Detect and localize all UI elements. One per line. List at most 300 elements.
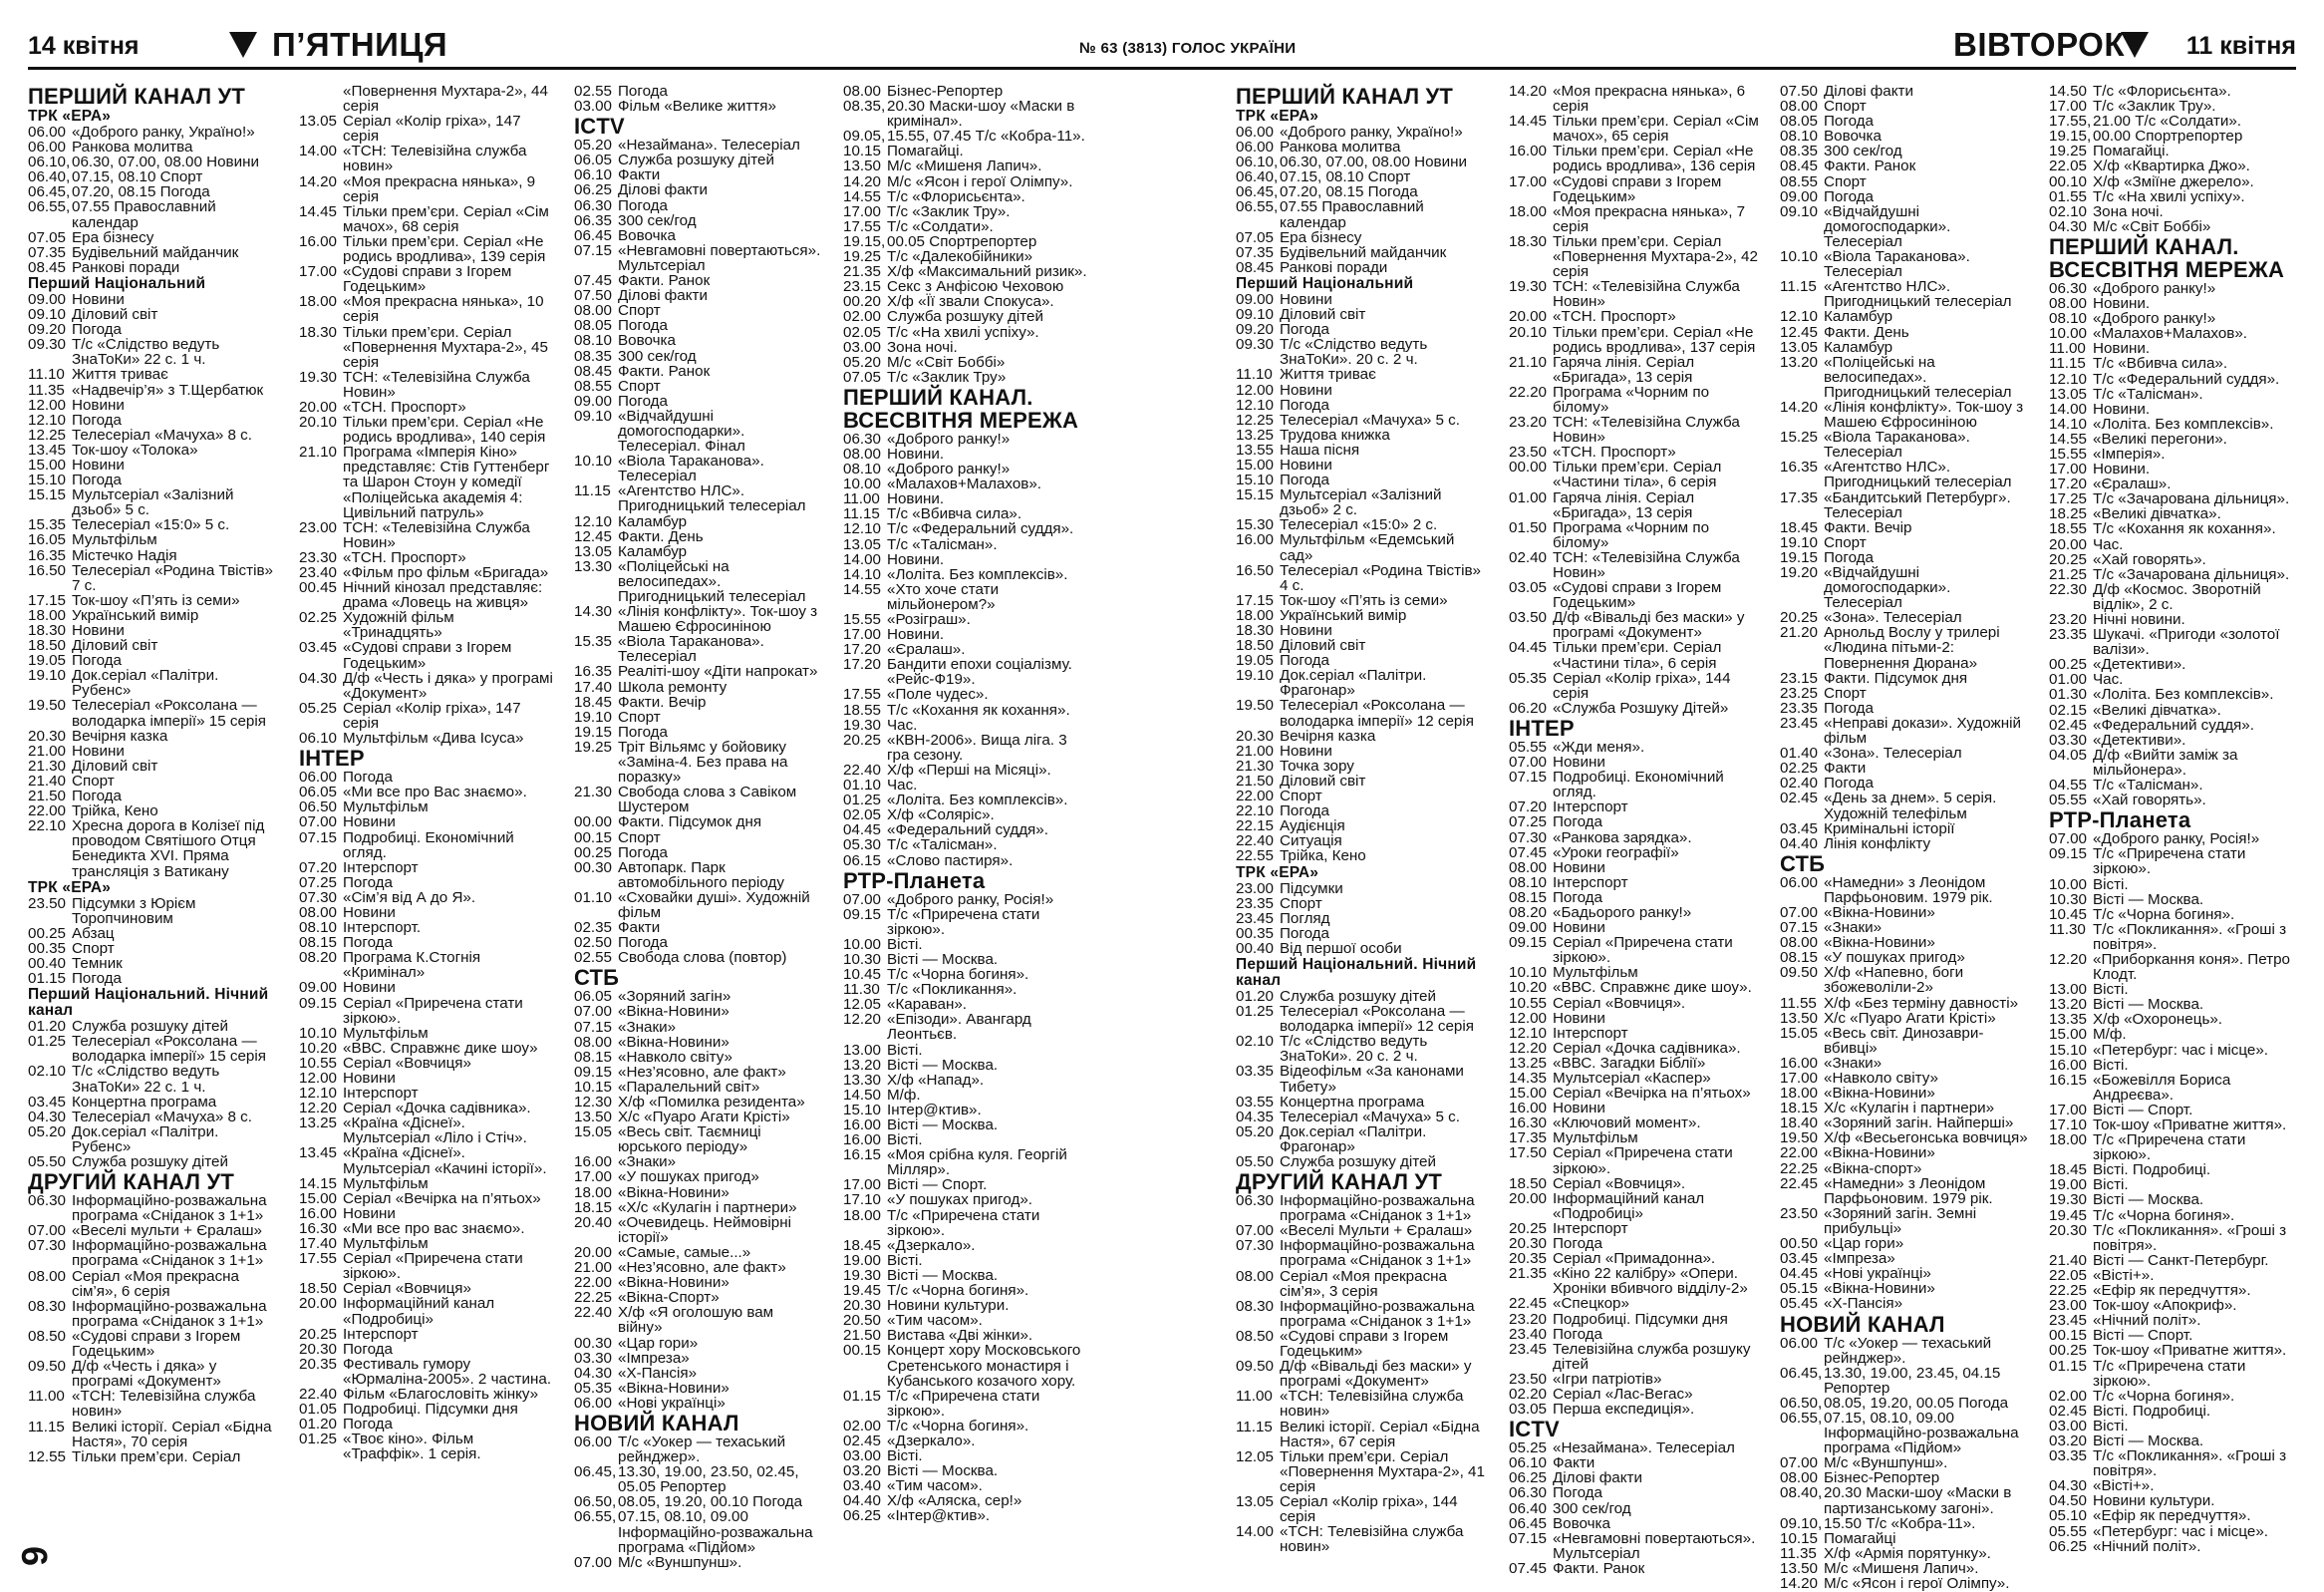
program-title: Погода	[1553, 1484, 1602, 1502]
program-entry	[1509, 415, 1763, 445]
program-entry	[843, 309, 1092, 324]
program-time: 17.35	[1780, 488, 1819, 506]
program-title: Т/с «Далекобійники»	[887, 248, 1033, 266]
program-entry	[574, 364, 821, 379]
program-entry	[1236, 169, 1490, 184]
program-time: 10.55	[1509, 994, 1548, 1012]
program-title: «Весь світ. Таємниці юрського періоду»	[618, 1123, 761, 1156]
program-title: Тільки прем’єри. Серіал «Частини тіла», 6 серія	[1553, 639, 1722, 672]
program-entry	[28, 184, 277, 199]
program-time: 07.05	[1236, 228, 1275, 246]
program-entry	[1509, 84, 1763, 114]
program-time: 18.30	[1509, 232, 1548, 250]
program-entry	[28, 398, 277, 413]
program-entry	[1509, 890, 1763, 905]
program-time: 19.15,	[843, 232, 886, 250]
program-title: Погода	[1280, 924, 1329, 942]
program-title: Життя триває	[1280, 366, 1376, 384]
program-entry	[574, 228, 821, 243]
program-time: 06.30	[1509, 1484, 1548, 1502]
program-title: «Федеральний суддя».	[2093, 716, 2254, 734]
program-title: «Імпреза»	[618, 1349, 690, 1367]
program-title: Тільки прем’єри. Серіал «Повернення Мухтара-2», 45 серія	[343, 323, 548, 371]
program-entry	[1236, 1238, 1490, 1268]
program-entry	[843, 1088, 1092, 1103]
program-title: Факти	[1824, 760, 1867, 778]
program-entry	[574, 544, 821, 559]
program-entry	[1236, 759, 1490, 774]
program-entry	[574, 1185, 821, 1200]
program-entry	[574, 814, 821, 829]
program-entry	[1780, 1546, 2029, 1561]
program-time: 22.45	[1780, 1174, 1819, 1192]
program-time: 09.00	[299, 979, 338, 997]
program-title: Підсумки	[1280, 879, 1343, 897]
program-time: 04.45	[1509, 639, 1548, 657]
program-entry	[843, 778, 1092, 793]
program-time: 06.50,	[1780, 1394, 1823, 1412]
program-time: 23.35	[1780, 699, 1819, 717]
program-title: «Доброго ранку, Росія!»	[2093, 830, 2260, 848]
program-title: Х/ф «Помилка резидента»	[618, 1094, 805, 1111]
program-entry	[2049, 174, 2298, 189]
program-entry	[28, 789, 277, 803]
program-time: 07.00	[299, 813, 338, 831]
program-entry	[843, 1132, 1092, 1147]
program-title: «Доброго ранку!»	[2093, 310, 2216, 328]
program-entry	[843, 733, 1092, 763]
program-title: Новини.	[887, 490, 945, 508]
program-time: 08.10	[2049, 310, 2088, 328]
program-time: 23.20	[1509, 1310, 1548, 1328]
program-title: Від першої особи	[1280, 939, 1402, 957]
program-entry	[1236, 789, 1490, 803]
program-entry	[299, 1417, 556, 1432]
program-entry	[843, 567, 1092, 582]
program-time: 10.55	[299, 1054, 338, 1072]
program-title: «Відчайдушні домогосподарки». Телесеріал	[1824, 564, 1951, 612]
program-title: Погода	[1280, 472, 1329, 489]
program-entry	[574, 514, 821, 529]
schedule-column-8	[2049, 84, 2298, 1554]
program-time: 07.25	[299, 873, 338, 891]
program-time: 01.25	[28, 1033, 67, 1051]
program-entry	[843, 822, 1092, 837]
program-time: 21.50	[1236, 772, 1275, 790]
program-entry	[28, 517, 277, 532]
program-entry	[2049, 552, 2298, 567]
program-entry	[1509, 1296, 1763, 1311]
program-title: М/ф.	[887, 1086, 921, 1104]
channel-heading: ICTV	[1509, 1417, 1560, 1442]
program-title: «Вікна-Новини»	[1824, 903, 1935, 921]
program-title: «Лоліта. Без комплексів».	[2093, 415, 2274, 433]
program-time: 20.25	[299, 1325, 338, 1343]
program-entry	[2049, 1433, 2298, 1448]
program-time: 07.30	[299, 888, 338, 906]
program-title: Діловий світ	[72, 757, 158, 775]
program-time: 19.05	[28, 652, 67, 670]
program-entry	[1236, 941, 1490, 956]
program-entry	[2049, 84, 2298, 99]
program-title: «Віола Тараканова». Телесеріал	[1824, 429, 1970, 462]
program-time: 12.55	[28, 1447, 67, 1465]
program-title: Т/с «Солдати».	[887, 217, 994, 235]
program-time: 01.00	[1509, 488, 1548, 506]
program-title: Вісті — Москва.	[2093, 1432, 2204, 1449]
program-time: 10.45	[2049, 905, 2088, 923]
program-title: «Моя прекрасна нянька», 10 серія	[343, 293, 544, 326]
program-time: 11.15	[28, 1418, 65, 1435]
program-title: Великі історії. Серіал «Бідна Настя», 70 серія	[72, 1418, 272, 1450]
program-time: 20.25	[843, 731, 882, 749]
program-time: 20.00	[1509, 308, 1548, 326]
program-title: Погода	[343, 873, 393, 891]
program-title: Вечірня казка	[1280, 727, 1376, 745]
program-title: 07.15, 08.10, 09.00 Інформаційно-розважальна програма «Підйом»	[1824, 1409, 2019, 1457]
program-entry	[843, 477, 1092, 491]
program-title: Т/с «Федеральний суддя».	[887, 520, 1074, 538]
program-time: 21.35	[843, 263, 882, 281]
program-time: 11.00	[843, 490, 880, 508]
program-time: 08.35,	[843, 98, 886, 116]
program-entry	[1780, 1026, 2029, 1056]
program-title: Телесеріал «Мачуха» 5 с.	[1280, 411, 1460, 429]
program-entry	[1236, 623, 1490, 638]
program-time: 04.30	[28, 1108, 67, 1125]
program-time: 18.50	[1236, 637, 1275, 655]
program-time: 02.00	[2049, 1387, 2088, 1405]
program-title: «ТСН. Проспорт»	[1553, 308, 1676, 326]
program-time: 18.45	[2049, 1161, 2088, 1179]
program-time: 18.50	[299, 1280, 338, 1298]
program-title: Спорт	[72, 772, 115, 790]
program-entry	[843, 84, 1092, 99]
program-entry	[299, 996, 556, 1026]
program-title: 300 сек/год	[618, 211, 697, 229]
program-time: 03.45	[1780, 819, 1819, 837]
program-entry	[28, 638, 277, 653]
channel-subheading: ТРК «ЕРА»	[1236, 108, 1319, 125]
program-title: Вісті — Москва.	[887, 1462, 999, 1480]
program-title: Вісті — Москва.	[2093, 996, 2204, 1014]
program-entry	[28, 230, 277, 245]
program-entry	[843, 1192, 1092, 1207]
program-title: Новини	[72, 290, 125, 308]
program-entry	[1509, 1402, 1763, 1417]
program-title: М/с «Вуншпунш».	[618, 1553, 742, 1571]
program-title: Тільки прем’єри. Серіал «Не родись вродлива», 140 серія	[343, 414, 546, 447]
program-entry	[2049, 612, 2298, 627]
program-title: 300 сек/год	[618, 347, 697, 365]
program-entry	[574, 1275, 821, 1290]
program-time: 11.15	[1236, 1418, 1273, 1435]
program-title: Інтерспорт	[1553, 1219, 1628, 1237]
program-entry	[1780, 1251, 2029, 1266]
program-entry	[299, 890, 556, 905]
program-title: Ділові факти	[618, 181, 708, 199]
program-entry	[2049, 997, 2298, 1012]
program-entry	[1509, 845, 1763, 860]
program-entry	[1509, 814, 1763, 829]
program-title: Х/ф «Без терміну давності»	[1824, 994, 2019, 1012]
program-title: Ситуація	[1280, 832, 1342, 850]
program-time: 19.15,	[2049, 128, 2092, 146]
program-entry	[299, 1026, 556, 1041]
program-entry	[574, 1004, 821, 1019]
program-entry	[1509, 1455, 1763, 1470]
program-entry	[1236, 155, 1490, 169]
program-entry	[1509, 490, 1763, 520]
program-title: ТСН: «Телевізійна Служба Новин»	[1553, 414, 1740, 447]
program-time: 16.00	[843, 1131, 882, 1149]
program-entry	[574, 1110, 821, 1124]
program-entry	[843, 1117, 1092, 1132]
program-time: 17.00	[1509, 172, 1548, 190]
program-title: Т/с «Слідство ведуть ЗнаТоКи» 22 с. 1 ч.	[72, 336, 220, 369]
program-entry	[574, 1065, 821, 1080]
program-title: Т/с «Чорна богиня».	[887, 1282, 1029, 1300]
program-time: 03.00	[843, 338, 882, 356]
program-time: 15.00	[2049, 1026, 2088, 1044]
program-title: «Х-Пансія»	[1824, 1295, 1903, 1313]
program-entry	[299, 1251, 556, 1281]
program-time: 12.10	[1236, 396, 1275, 414]
program-time: 11.15	[574, 482, 611, 500]
program-entry	[1236, 1449, 1490, 1494]
program-title: «Єралаш».	[2093, 476, 2172, 493]
program-time: 07.00	[1780, 903, 1819, 921]
program-title: 15.50 Т/с «Кобра-11».	[1824, 1514, 1976, 1532]
program-title: Телесеріал «Мачуха» 8 с.	[72, 1108, 252, 1125]
program-entry	[28, 1095, 277, 1110]
program-time: 15.10	[28, 472, 67, 489]
program-time: 06.00	[1236, 139, 1275, 157]
program-entry	[299, 1191, 556, 1206]
program-time: 02.25	[299, 609, 338, 627]
program-time: 14.55	[2049, 430, 2088, 448]
program-time: 10.00	[2049, 875, 2088, 893]
program-title: Інтерспорт	[1553, 873, 1628, 891]
program-entry	[574, 634, 821, 664]
program-entry	[1780, 701, 2029, 716]
program-time: 21.30	[28, 757, 67, 775]
right-date: 11 квітня	[2185, 32, 2296, 60]
program-title: «Х/с «Кулагін і партнери»	[618, 1198, 797, 1216]
program-entry	[2049, 462, 2298, 477]
program-time: 08.45	[1236, 258, 1275, 276]
program-title: «Судові справи з Ігорем Годецьким»	[343, 263, 512, 296]
program-entry	[574, 664, 821, 679]
program-title: Погода	[1280, 321, 1329, 339]
program-entry	[574, 920, 821, 935]
program-time: 18.00	[299, 293, 338, 311]
program-time: 08.15	[574, 1048, 613, 1066]
program-title: Вісті — Спорт.	[2093, 1101, 2193, 1118]
channel-heading: СТБ	[1780, 850, 1826, 876]
program-time: 06.00	[28, 124, 67, 141]
program-time: 19.10	[1780, 533, 1819, 551]
program-title: Бізнес-Репортер	[887, 83, 1004, 100]
program-time: 23.20	[2049, 611, 2088, 628]
program-entry	[1780, 159, 2029, 173]
program-title: Вісті.	[2093, 1417, 2129, 1434]
program-time: 14.55	[843, 580, 882, 598]
program-title: Ток-шоу «Толока»	[72, 441, 198, 459]
program-title: «Божевілля Бориса Андреєва».	[2093, 1071, 2231, 1104]
program-title: Серіал «Моя прекрасна сім’я», 6 серія	[72, 1267, 240, 1300]
program-time: 18.45	[843, 1236, 882, 1254]
program-time: 01.20	[299, 1416, 338, 1433]
program-time: 07.15	[299, 828, 338, 846]
program-time: 07.25	[1509, 813, 1548, 831]
program-entry	[1236, 125, 1490, 140]
program-time: 06.40,	[28, 168, 71, 186]
program-entry	[574, 99, 821, 114]
program-title: 13.30, 19.00, 23.45, 04.15 Репортер	[1824, 1364, 2001, 1397]
program-entry	[1780, 1455, 2029, 1470]
program-entry	[299, 905, 556, 920]
program-time: 07.00	[2049, 830, 2088, 848]
program-entry	[1236, 593, 1490, 608]
program-entry	[1236, 140, 1490, 155]
channel-heading: ПЕРШИЙ КАНАЛ. ВСЕСВІТНЯ МЕРЕЖА	[843, 384, 1079, 433]
program-entry	[574, 138, 821, 153]
program-entry	[843, 234, 1092, 249]
channel-subheading: Перший Національний	[1236, 274, 1414, 292]
program-entry	[28, 1420, 277, 1449]
program-title: Факти. День	[618, 527, 704, 545]
program-entry	[574, 860, 821, 890]
program-title: Новини	[343, 1070, 396, 1087]
program-entry	[299, 1041, 556, 1056]
program-title: Вісті. Подробиці.	[2093, 1402, 2211, 1420]
program-title: Свобода слова (повтор)	[618, 949, 787, 967]
program-title: Спорт	[1824, 98, 1867, 116]
program-entry	[574, 1154, 821, 1169]
program-time: 06.00	[28, 139, 67, 157]
program-title: «Хай говорять».	[2093, 792, 2206, 809]
program-entry	[299, 1115, 556, 1130]
program-time: 20.35	[299, 1355, 338, 1373]
program-title: Телесеріал «Мачуха» 5 с.	[1280, 1108, 1460, 1125]
program-title: 300 сек/год	[1824, 143, 1902, 160]
program-time: 02.55	[574, 949, 613, 967]
program-entry	[2049, 204, 2298, 219]
program-entry	[843, 1478, 1092, 1493]
program-title: «Поліцейські на велосипедах». Пригодницький телесеріал	[1824, 353, 2012, 401]
program-title: Концертна програма	[1280, 1093, 1425, 1111]
program-title: Мультфільм	[72, 531, 157, 549]
program-title: Т/с «Приречена стати зіркою».	[887, 1206, 1040, 1239]
program-title: Ера бізнесу	[1280, 228, 1362, 246]
program-time: 10.45	[843, 966, 882, 984]
program-title: Х/ф «Аляска, сер!»	[887, 1492, 1022, 1510]
program-time: 04.05	[2049, 746, 2088, 764]
program-entry	[574, 559, 821, 604]
program-time: 10.30	[2049, 890, 2088, 908]
program-time: 00.15	[843, 1342, 882, 1360]
program-title: Т/с «Чорна богиня».	[887, 1417, 1029, 1434]
program-entry	[299, 1402, 556, 1417]
program-title: Вісті.	[887, 1447, 923, 1465]
program-title: Діловий світ	[1280, 306, 1366, 324]
program-entry	[1509, 1485, 1763, 1500]
program-time: 08.15	[299, 934, 338, 952]
program-title: Служба розшуку дітей	[887, 308, 1043, 326]
program-time: 15.10	[843, 1101, 882, 1118]
program-title: «Вісті+».	[2093, 1477, 2155, 1495]
program-title: Спорт	[1824, 684, 1867, 702]
program-time: 07.50	[1780, 83, 1819, 100]
program-title: Час.	[887, 777, 918, 795]
program-entry	[843, 642, 1092, 657]
channel-subheading: ТРК «ЕРА»	[1236, 863, 1319, 881]
program-title: «Надвечір’я» з Т.Щербатюк	[72, 381, 264, 399]
program-title: Новини	[343, 979, 396, 997]
program-title: Т/с «Талісман».	[887, 535, 998, 553]
program-time: 20.00	[574, 1243, 613, 1261]
program-time: 15.15	[28, 486, 67, 504]
program-time: 05.55	[2049, 1522, 2088, 1540]
program-time: 08.00	[2049, 295, 2088, 313]
program-time: 06.10	[574, 166, 613, 184]
program-time: 07.15	[574, 241, 613, 259]
program-entry	[1780, 1531, 2029, 1546]
program-time: 16.00	[1509, 143, 1548, 160]
program-time: 22.00	[1236, 788, 1275, 805]
program-title: Т/с «Приречена стати зіркою».	[887, 1387, 1040, 1420]
program-time: 13.00	[2049, 981, 2088, 999]
program-title: «Детективи».	[2093, 731, 2186, 749]
program-time: 09.15	[299, 994, 338, 1012]
program-title: Інформаційно-розважальна програма «Сніданок з 1+1»	[1280, 1297, 1475, 1330]
program-entry	[843, 189, 1092, 204]
program-title: Погода	[1824, 775, 1874, 793]
program-time: 05.45	[1780, 1295, 1819, 1313]
program-time: 05.25	[1509, 1439, 1548, 1457]
program-time: 12.00	[1509, 1009, 1548, 1027]
program-time: 08.10	[1780, 128, 1819, 146]
program-time: 06.05	[574, 988, 613, 1006]
program-entry	[574, 483, 821, 513]
program-entry	[843, 937, 1092, 952]
program-entry	[1236, 729, 1490, 744]
program-time: 01.40	[1780, 745, 1819, 763]
program-time: 12.10	[2049, 370, 2088, 388]
program-entry	[299, 860, 556, 875]
program-entry	[2049, 1208, 2298, 1223]
program-title: Телесеріал «Родина Твістів» 4 с.	[1280, 561, 1481, 594]
program-title: Вовочка	[1824, 128, 1882, 146]
program-time: 12.10	[843, 520, 882, 538]
program-time: 10.20	[1509, 979, 1548, 997]
program-time: 09.50	[1780, 964, 1819, 982]
program-entry	[299, 580, 556, 610]
program-entry	[574, 1050, 821, 1065]
program-title: Новини	[1280, 456, 1332, 474]
program-entry	[2049, 144, 2298, 159]
program-entry	[1509, 114, 1763, 144]
program-entry	[28, 1034, 277, 1064]
program-time: 09.10	[1236, 306, 1275, 324]
program-entry	[2049, 922, 2298, 952]
program-title: 00.05 Спортрепортер	[887, 232, 1037, 250]
program-title: Тільки прем’єри. Серіал «Повернення Мухтара-2», 42 серія	[1553, 232, 1758, 281]
program-title: «Незаймана». Телесеріал	[618, 137, 800, 155]
program-entry	[1236, 563, 1490, 593]
program-time: 17.00	[2049, 461, 2088, 478]
